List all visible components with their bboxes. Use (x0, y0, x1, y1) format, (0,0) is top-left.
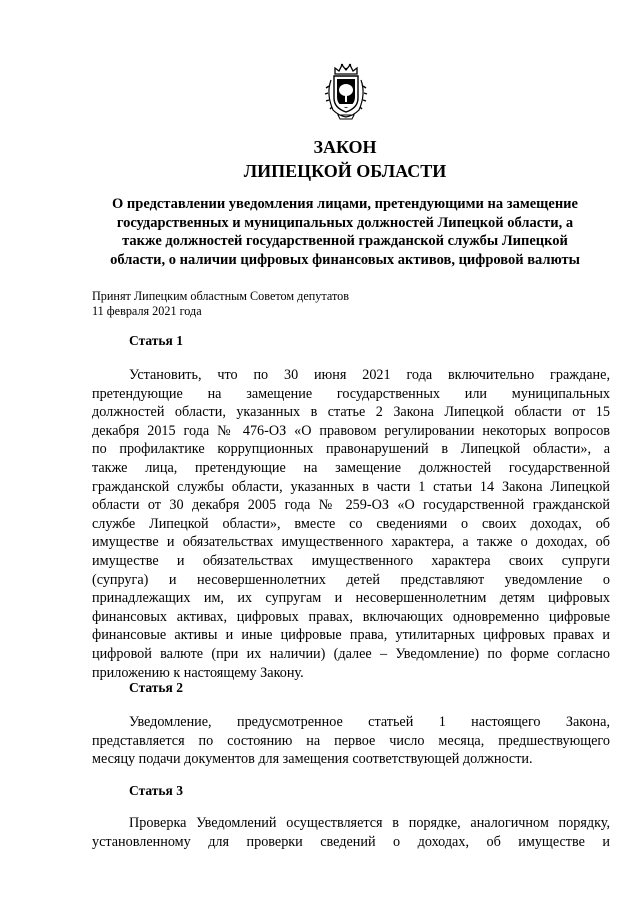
article-2-text (92, 713, 610, 769)
text-line: должностей области, указанных в статье 2 Закона Липецкой области от 15 (92, 404, 610, 421)
text-line: гражданской службы области, указанных в части 1 статьи 14 Закона Липецкой (92, 478, 610, 495)
text-line: представляется по состоянию на первое число месяца, предшествующего (92, 732, 610, 749)
article-3-heading: Статья 3 (129, 783, 183, 798)
text-line: приложению к настоящему Закону. (92, 664, 304, 681)
text-line: Уведомление, предусмотренное статьей 1 настоящего Закона, (129, 714, 610, 730)
text-line: декабря 2015 года № 476-ОЗ «О правовом регулировании некоторых вопросов (92, 422, 610, 439)
law-title-line: О представлении уведомления лицами, претендующими на замещение (112, 196, 578, 212)
text-line: (супруга) и несовершеннолетних детей представляют уведомление о (92, 571, 610, 588)
article-3-text (92, 814, 610, 851)
law-title-line: области, о наличии цифровых финансовых активов, цифровой валюты (110, 251, 580, 268)
adoption-date: 11 февраля 2021 года (92, 304, 202, 318)
text-line: имуществе и обязательствах имущественного характера, а также о доходах, об (92, 534, 610, 551)
law-title (92, 195, 598, 269)
text-line: принадлежащих им, их супругам и несовершеннолетним детям цифровых (92, 590, 610, 607)
text-line: цифровой валюте (при их наличии) (далее – Уведомление) по форме согласно (92, 645, 610, 662)
text-line: Установить, что по 30 июня 2021 года включительно граждане, (129, 367, 610, 383)
region-name: ЛИПЕЦКОЙ ОБЛАСТИ (243, 161, 447, 181)
document-type: ЗАКОН (313, 137, 377, 157)
law-title-line: также должностей государственной гражданской службы Липецкой (122, 233, 568, 249)
text-line: финансовые активы и иные цифровые права, утилитарных цифровых правах и (92, 627, 610, 644)
text-line: претендующие на замещение государственных или муниципальных (92, 385, 610, 402)
text-line: области от 30 декабря 2005 года № 259-ОЗ «О государственной гражданской (92, 497, 610, 514)
article-1-heading: Статья 1 (129, 333, 183, 348)
adoption-note (92, 289, 349, 319)
text-line: имуществе и обязательствах имущественного характера своих супруги (92, 552, 610, 569)
article-1-text (92, 366, 610, 682)
text-line: по профилактике коррупционных правонарушений в Липецкой области», а (92, 441, 610, 458)
text-line: службе Липецкой области», вместе со сведениями о своих доходах, об (92, 515, 610, 532)
adoption-body: Принят Липецким областным Советом депутатов (92, 289, 349, 303)
law-title-line: государственных и муниципальных должностей Липецкой области, а (116, 214, 574, 231)
text-line: финансовых активах, цифровых правах, включающих одновременно цифровые (92, 608, 610, 625)
text-line: месяцу подачи документов для замещения соответствующей должности. (92, 751, 533, 768)
coat-of-arms-icon (323, 62, 369, 120)
text-line: Проверка Уведомлений осуществляется в порядке, аналогичном порядку, (129, 815, 610, 831)
text-line: также лица, претендующие на замещение должностей государственной (92, 459, 610, 476)
article-2-heading: Статья 2 (129, 680, 183, 695)
text-line: установленному для проверки сведений о доходах, об имуществе и (92, 833, 610, 850)
